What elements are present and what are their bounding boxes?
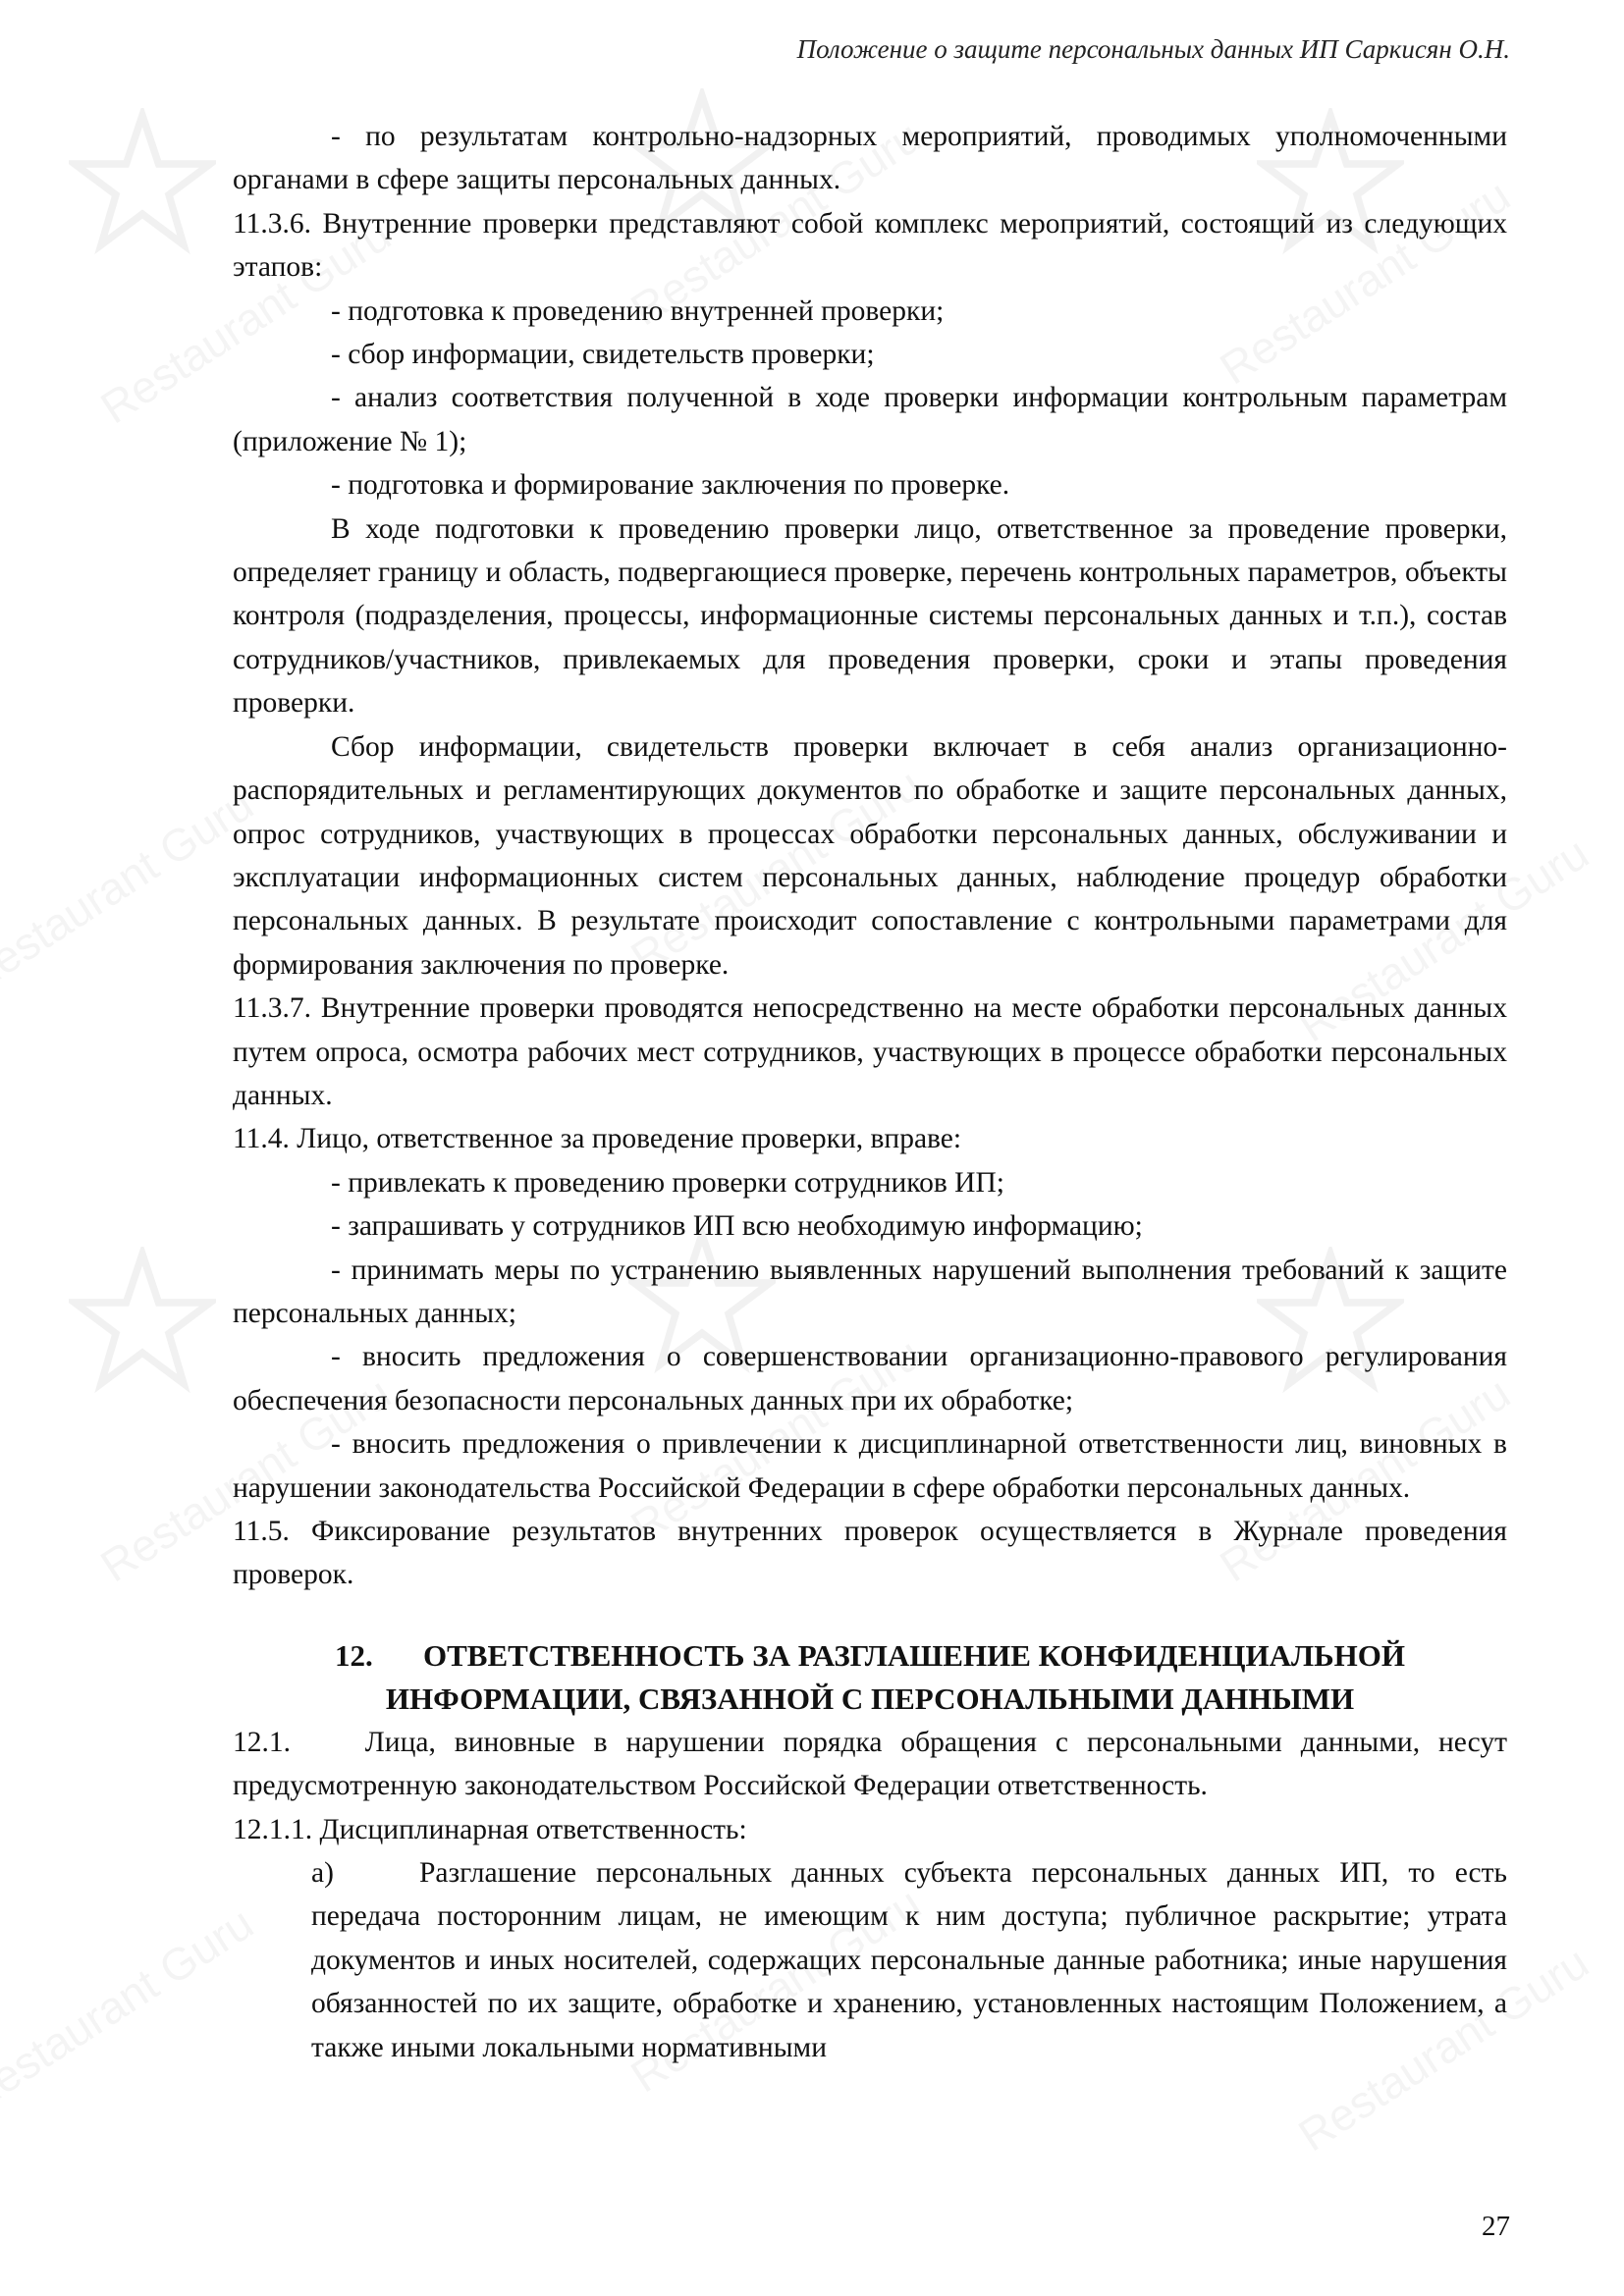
list-item: [233, 1851, 1507, 2069]
section-number: 12.: [335, 1637, 373, 1673]
clause-12-1: 12.1. Лица, виновные в нарушении порядка обращения с персональными данными, несут предусмотренную законодательством Российской Федерации ответственность.: [233, 1726, 1507, 1802]
list-item: - вносить предложения о совершенствовании организационно-правового регулирования обеспечения безопасности персональных данных при их обработке;: [233, 1341, 1507, 1416]
watermark-text: [0, 1896, 262, 2122]
list-item: - анализ соответствия полученной в ходе проверки информации контрольным параметрам (приложение № 1);: [233, 382, 1507, 457]
list-item: - вносить предложения о привлечении к дисциплинарной ответственности лиц, виновных в нарушении законодательства Российской Федерации в сфере обработки персональных данных.: [233, 1428, 1507, 1504]
clause-11-3-6: 11.3.6. Внутренние проверки представляют собой комплекс мероприятий, состоящий из следующих этапов:: [233, 207, 1507, 284]
section-heading: [233, 1634, 1507, 1721]
list-item: - запрашивать у сотрудников ИП всю необходимую информацию;: [331, 1210, 1143, 1243]
list-item: - по результатам контрольно-надзорных мероприятий, проводимых уполномоченными органами в сфере защиты персональных данных.: [233, 121, 1507, 196]
list-item: - подготовка и формирование заключения по проверке.: [331, 469, 1010, 502]
watermark-logo-icon: [69, 108, 216, 255]
running-header: Положение о защите персональных данных ИП Саркисян О.Н.: [796, 34, 1510, 64]
clause-12-1-1: 12.1.1. Дисциплинарная ответственность:: [233, 1813, 747, 1845]
list-item: - подготовка к проведению внутренней проверки;: [331, 294, 945, 327]
watermark-text: [0, 777, 262, 1003]
page-number: 27: [1482, 2211, 1510, 2242]
clause-11-4: 11.4. Лицо, ответственное за проведение проверки, вправе:: [233, 1123, 962, 1155]
item-text: Разглашение персональных данных субъекта персональных данных ИП, то есть передача посторонним лицам, не имеющим к ним доступа; публичное раскрытие; утрата документов и иных носителей, содержащих персональные данные работника; иные нарушения обязанностей по их защите, обработке и хранению, установленных настоящим Положением, а также иными локальными нормативными: [311, 1857, 1507, 2063]
list-item: - привлекать к проведению проверки сотрудников ИП;: [331, 1166, 1004, 1199]
item-label: а): [311, 1857, 334, 1890]
section-title-line: ИНФОРМАЦИИ, СВЯЗАННОЙ С ПЕРСОНАЛЬНЫМИ ДАННЫМИ: [385, 1681, 1355, 1716]
watermark-logo-icon: [69, 1247, 216, 1394]
list-item: - сбор информации, свидетельств проверки;: [331, 339, 875, 371]
document-body: [233, 115, 1507, 2069]
list-item: - принимать меры по устранению выявленных нарушений выполнения требований к защите персональных данных;: [233, 1254, 1507, 1329]
paragraph: В ходе подготовки к проведению проверки лицо, ответственное за проведение проверки, определяет границу и область, подвергающиеся проверке, перечень контрольных параметров, объекты контроля (подразделения, процессы, информационные системы персональных данных и т.п.), состав сотрудников/участников, привлекаемых для проведения проверки, сроки и этапы проведения проверки.: [233, 512, 1507, 720]
paragraph: Сбор информации, свидетельств проверки включает в себя анализ организационно-распорядительных и регламентирующих документов по обработке и защите персональных данных, опрос сотрудников, участвующих в процессах обработки персональных данных, обслуживании и эксплуатации информационных систем персональных данных, наблюдение процедур обработки персональных данных. В результате происходит сопоставление с контрольными параметрами для формирования заключения по проверке.: [233, 730, 1507, 981]
section-title-line: ОТВЕТСТВЕННОСТЬ ЗА РАЗГЛАШЕНИЕ КОНФИДЕНЦИАЛЬНОЙ: [423, 1637, 1405, 1673]
clause-11-5: 11.5. Фиксирование результатов внутренних проверок осуществляется в Журнале проведения проверок.: [233, 1516, 1507, 1591]
clause-11-3-7: 11.3.7. Внутренние проверки проводятся непосредственно на месте обработки персональных данных путем опроса, осмотра рабочих мест сотрудников, участвующих в процессе обработки персональных данных.: [233, 992, 1507, 1111]
